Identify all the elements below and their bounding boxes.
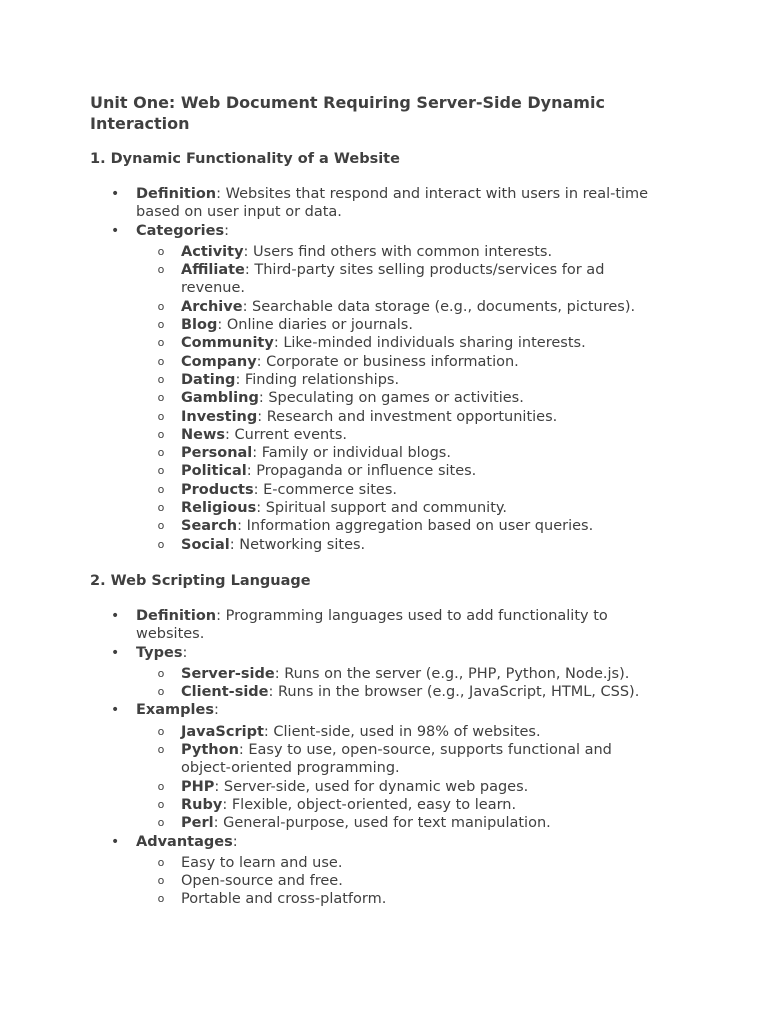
list-item-content bbox=[136, 607, 676, 644]
item-term: Products bbox=[181, 481, 254, 498]
item-term: Examples bbox=[136, 702, 214, 719]
item-text: : Current events. bbox=[225, 426, 348, 443]
types-sublist bbox=[136, 665, 708, 702]
bullet-icon: • bbox=[111, 833, 120, 850]
sublist-item bbox=[90, 778, 708, 796]
sublist-item bbox=[90, 444, 708, 462]
circle-bullet-icon: o bbox=[157, 318, 165, 332]
bullet-icon: • bbox=[111, 644, 120, 661]
item-term: Activity bbox=[181, 243, 244, 260]
circle-bullet-icon: o bbox=[157, 892, 165, 906]
list-item-definition bbox=[90, 185, 708, 222]
item-text: : Networking sites. bbox=[229, 536, 366, 553]
sublist-item bbox=[90, 261, 708, 298]
list-item-categories bbox=[90, 222, 708, 554]
sublist-item bbox=[90, 334, 708, 352]
item-text: : Research and investment opportunities. bbox=[257, 408, 558, 425]
item-text: : Searchable data storage (e.g., documents, pictures). bbox=[242, 298, 636, 315]
list-item-examples bbox=[90, 701, 708, 832]
item-text: : bbox=[224, 222, 230, 239]
item-text: : Flexible, object-oriented, easy to learn. bbox=[222, 796, 517, 813]
circle-bullet-icon: o bbox=[157, 519, 165, 533]
circle-bullet-icon: o bbox=[157, 874, 165, 888]
item-term: Investing bbox=[181, 408, 258, 425]
item-text: Open-source and free. bbox=[181, 873, 343, 890]
item-text: : Third-party sites selling products/services for ad revenue. bbox=[181, 262, 605, 297]
sublist-item bbox=[90, 854, 708, 872]
item-text: : bbox=[182, 644, 188, 661]
circle-bullet-icon: o bbox=[157, 336, 165, 350]
item-text: : E-commerce sites. bbox=[253, 481, 398, 498]
item-term: Dating bbox=[181, 371, 236, 388]
item-term: Definition bbox=[136, 607, 217, 624]
item-term: Client-side bbox=[181, 684, 269, 701]
item-term: Archive bbox=[181, 298, 243, 315]
sublist-item bbox=[90, 683, 708, 701]
item-term: Social bbox=[181, 536, 230, 553]
item-text: : Runs on the server (e.g., PHP, Python, Node.js). bbox=[274, 665, 630, 682]
item-text: : Easy to use, open-source, supports functional and object-oriented programming. bbox=[181, 742, 612, 777]
item-text: Portable and cross-platform. bbox=[181, 891, 387, 908]
item-term: Community bbox=[181, 335, 274, 352]
circle-bullet-icon: o bbox=[157, 537, 165, 551]
section-2-list bbox=[90, 607, 708, 909]
item-text: : Family or individual blogs. bbox=[252, 445, 451, 462]
circle-bullet-icon: o bbox=[157, 797, 165, 811]
circle-bullet-icon: o bbox=[157, 427, 165, 441]
item-term: Python bbox=[181, 742, 239, 759]
circle-bullet-icon: o bbox=[157, 263, 165, 277]
item-term: Perl bbox=[181, 815, 214, 832]
item-term: Blog bbox=[181, 317, 218, 334]
item-term: PHP bbox=[181, 778, 215, 795]
item-text: Easy to learn and use. bbox=[181, 854, 343, 871]
item-text: : Like-minded individuals sharing interests. bbox=[273, 335, 586, 352]
sublist-item bbox=[90, 890, 708, 908]
sublist-item bbox=[90, 499, 708, 517]
item-term: Types bbox=[136, 644, 183, 661]
item-term: Affiliate bbox=[181, 262, 245, 279]
sublist-item bbox=[90, 371, 708, 389]
circle-bullet-icon: o bbox=[157, 666, 165, 680]
circle-bullet-icon: o bbox=[157, 464, 165, 478]
advantages-sublist bbox=[136, 854, 708, 909]
item-term: Company bbox=[181, 353, 257, 370]
circle-bullet-icon: o bbox=[157, 482, 165, 496]
item-term: Search bbox=[181, 518, 238, 535]
bullet-icon: • bbox=[111, 702, 120, 719]
item-text: : Corporate or business information. bbox=[256, 353, 519, 370]
sublist-item bbox=[90, 389, 708, 407]
item-term: Religious bbox=[181, 500, 257, 517]
item-term: Categories bbox=[136, 222, 225, 239]
circle-bullet-icon: o bbox=[157, 446, 165, 460]
section-heading-dynamic-functionality: 1. Dynamic Functionality of a Website bbox=[90, 151, 400, 167]
item-term: Personal bbox=[181, 445, 253, 462]
circle-bullet-icon: o bbox=[157, 354, 165, 368]
list-item-content bbox=[136, 185, 676, 222]
circle-bullet-icon: o bbox=[157, 779, 165, 793]
list-item-definition bbox=[90, 607, 708, 644]
sublist-item bbox=[90, 426, 708, 444]
sublist-item bbox=[90, 408, 708, 426]
sublist-item bbox=[90, 481, 708, 499]
item-text: : Information aggregation based on user queries. bbox=[237, 518, 594, 535]
item-text: : Programming languages used to add functionality to websites. bbox=[136, 607, 608, 643]
sublist-item bbox=[90, 741, 708, 778]
item-text: : Client-side, used in 98% of websites. bbox=[263, 723, 541, 740]
circle-bullet-icon: o bbox=[157, 501, 165, 515]
list-item-types bbox=[90, 644, 708, 702]
sublist-item bbox=[90, 665, 708, 683]
list-item-content bbox=[181, 741, 641, 778]
circle-bullet-icon: o bbox=[157, 724, 165, 738]
item-text: : Online diaries or journals. bbox=[217, 317, 413, 334]
circle-bullet-icon: o bbox=[157, 299, 165, 313]
item-text: : Websites that respond and interact with users in real-time based on user input or data. bbox=[136, 186, 649, 221]
sublist-item bbox=[90, 517, 708, 535]
examples-sublist bbox=[136, 723, 708, 833]
item-text: : Speculating on games or activities. bbox=[258, 390, 524, 407]
sublist-item bbox=[90, 796, 708, 814]
item-term: Advantages bbox=[136, 833, 233, 850]
item-text: : Server-side, used for dynamic web pages. bbox=[214, 778, 529, 795]
document-title: Unit One: Web Document Requiring Server-Side Dynamic Interaction bbox=[90, 93, 605, 133]
item-text: : Spiritual support and community. bbox=[256, 500, 508, 517]
circle-bullet-icon: o bbox=[157, 743, 165, 757]
list-item-advantages bbox=[90, 833, 708, 909]
sublist-item bbox=[90, 536, 708, 554]
item-term: Definition bbox=[136, 186, 217, 202]
item-text: : bbox=[213, 702, 219, 719]
section-1-list bbox=[90, 185, 708, 554]
sublist-item bbox=[90, 462, 708, 480]
item-term: Server-side bbox=[181, 665, 275, 682]
list-item-content bbox=[181, 261, 641, 298]
bullet-icon: • bbox=[111, 222, 120, 239]
sublist-item bbox=[90, 243, 708, 261]
circle-bullet-icon: o bbox=[157, 409, 165, 423]
circle-bullet-icon: o bbox=[157, 391, 165, 405]
sublist-item bbox=[90, 814, 708, 832]
bullet-icon: • bbox=[111, 607, 120, 624]
sublist-item bbox=[90, 316, 708, 334]
item-text: : Users find others with common interests. bbox=[243, 243, 553, 260]
sublist-item bbox=[90, 353, 708, 371]
sublist-item bbox=[90, 872, 708, 890]
item-term: JavaScript bbox=[181, 723, 264, 740]
item-text: : Finding relationships. bbox=[235, 371, 400, 388]
item-term: News bbox=[181, 426, 225, 443]
item-term: Gambling bbox=[181, 390, 259, 407]
section-heading-web-scripting-language: 2. Web Scripting Language bbox=[90, 572, 311, 589]
sublist-item bbox=[90, 298, 708, 316]
item-term: Ruby bbox=[181, 796, 223, 813]
item-text: : Propaganda or influence sites. bbox=[246, 463, 477, 480]
item-text: : General-purpose, used for text manipulation. bbox=[213, 815, 551, 832]
circle-bullet-icon: o bbox=[157, 855, 165, 869]
sublist-item bbox=[90, 723, 708, 741]
circle-bullet-icon: o bbox=[157, 685, 165, 699]
item-text: : Runs in the browser (e.g., JavaScript, HTML, CSS). bbox=[268, 684, 640, 701]
circle-bullet-icon: o bbox=[157, 244, 165, 258]
circle-bullet-icon: o bbox=[157, 372, 165, 386]
item-term: Political bbox=[181, 463, 247, 480]
bullet-icon: • bbox=[111, 186, 120, 202]
categories-sublist bbox=[136, 243, 708, 554]
item-text: : bbox=[232, 833, 238, 850]
circle-bullet-icon: o bbox=[157, 816, 165, 830]
